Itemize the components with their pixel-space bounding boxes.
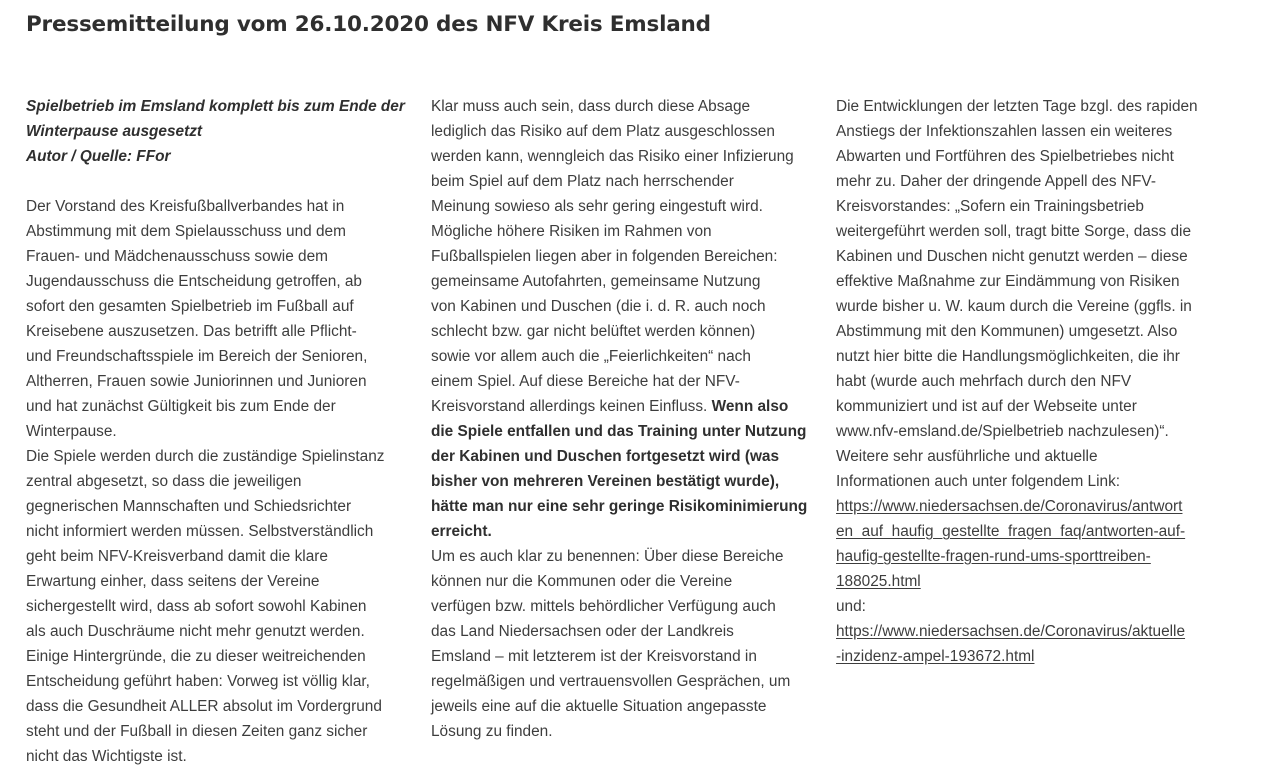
body-text-line: effektive Maßnahme zur Eindämmung von Risiken: [836, 273, 1180, 290]
body-text-line: habt (wurde auch mehrfach durch den NFV: [836, 373, 1132, 390]
body-text-line: gegnerischen Mannschaften und Schiedsrichter: [26, 498, 352, 515]
body-text-line: kommuniziert und ist auf der Webseite unter: [836, 398, 1137, 415]
body-text-line: geht beim NFV-Kreisverband damit die klare: [26, 548, 328, 565]
body-text-line: Weitere sehr ausführliche und aktuelle: [836, 448, 1098, 465]
body-text-line: Abwarten und Fortführen des Spielbetriebes nicht: [836, 148, 1174, 165]
body-text-line: verfügen bzw. mittels behördlicher Verfügung auch: [431, 598, 776, 615]
body-text-line: zentral abgesetzt, so dass die jeweiligen: [26, 473, 302, 490]
article-column-3: [836, 94, 1222, 669]
external-link-line[interactable]: en_auf_haufig_gestellte_fragen_faq/antworten-auf-: [836, 523, 1186, 540]
body-text-line: und Freundschaftsspiele im Bereich der Senioren,: [26, 348, 368, 365]
emphasis-text-line: die Spiele entfallen und das Training unter Nutzung: [431, 423, 807, 440]
body-text-line: werden kann, wenngleich das Risiko einer Infizierung: [431, 148, 794, 165]
body-text-line: nicht das Wichtigste ist.: [26, 748, 187, 765]
body-text-line: Emsland – mit letzterem ist der Kreisvorstand in: [431, 648, 757, 665]
external-link-line[interactable]: https://www.niedersachsen.de/Coronavirus/antwort: [836, 498, 1183, 515]
body-text-line: beim Spiel auf dem Platz nach herrschender: [431, 173, 734, 190]
body-text-line: sowie vor allem auch die „Feierlichkeiten“ nach: [431, 348, 751, 365]
body-text-line: Kreisvorstandes: „Sofern ein Trainingsbetrieb: [836, 198, 1144, 215]
body-text-line: Winterpause.: [26, 423, 117, 440]
body-text-line: Abstimmung mit dem Spielausschuss und dem: [26, 223, 346, 240]
emphasis-text-line: bisher von mehreren Vereinen bestätigt wurde),: [431, 473, 780, 490]
emphasis-text-line: erreicht.: [431, 523, 492, 540]
body-text-line: das Land Niedersachsen oder der Landkreis: [431, 623, 734, 640]
body-text-line: Einige Hintergründe, die zu dieser weitreichenden: [26, 648, 366, 665]
body-text-line: gemeinsame Autofahrten, gemeinsame Nutzung: [431, 273, 761, 290]
external-link-line[interactable]: https://www.niedersachsen.de/Coronavirus/aktuelle: [836, 623, 1186, 640]
article-heading-line: Autor / Quelle: FFor: [26, 148, 171, 165]
body-text-line: sofort den gesamten Spielbetrieb im Fußball auf: [26, 298, 354, 315]
body-text-line: nicht informiert werden müssen. Selbstverständlich: [26, 523, 374, 540]
body-text-segment: Kreisvorstand allerdings keinen Einfluss.: [431, 398, 708, 415]
body-text-line: Abstimmung mit den Kommunen) umgesetzt. Also: [836, 323, 1178, 340]
body-text-line: steht und der Fußball in diesen Zeiten ganz sicher: [26, 723, 368, 740]
body-text-line: lediglich das Risiko auf dem Platz ausgeschlossen: [431, 123, 775, 140]
body-text-line: von Kabinen und Duschen (die i. d. R. auch noch: [431, 298, 766, 315]
article-heading-line: Winterpause ausgesetzt: [26, 123, 203, 140]
body-text-line: [431, 394, 816, 419]
body-text-line: Die Spiele werden durch die zuständige Spielinstanz: [26, 448, 385, 465]
body-text-line: Frauen- und Mädchenausschuss sowie dem: [26, 248, 328, 265]
paragraph-spacer: [26, 169, 410, 194]
body-text-line: und hat zunächst Gültigkeit bis zum Ende der: [26, 398, 336, 415]
emphasis-text-line: der Kabinen und Duschen fortgesetzt wird (was: [431, 448, 780, 465]
body-text-line: Erwartung einher, dass seitens der Vereine: [26, 573, 320, 590]
body-text-line: Der Vorstand des Kreisfußballverbandes hat in: [26, 198, 345, 215]
body-text-line: regelmäßigen und vertrauensvollen Gesprächen, um: [431, 673, 791, 690]
body-text-line: dass die Gesundheit ALLER absolut im Vordergrund: [26, 698, 382, 715]
body-text-line: www.nfv-emsland.de/Spielbetrieb nachzulesen)“.: [836, 423, 1169, 440]
body-text-line: Die Entwicklungen der letzten Tage bzgl. des rapiden: [836, 98, 1198, 115]
body-text-line: mehr zu. Daher der dringende Appell des NFV-: [836, 173, 1156, 190]
body-text-line: Fußballspielen liegen aber in folgenden Bereichen:: [431, 248, 778, 265]
body-text-line: Jugendausschuss die Entscheidung getroffen, ab: [26, 273, 362, 290]
body-text-line: sichergestellt wird, dass ab sofort sowohl Kabinen: [26, 598, 367, 615]
body-text-line: Altherren, Frauen sowie Juniorinnen und Junioren: [26, 373, 367, 390]
body-text-line: Informationen auch unter folgendem Link:: [836, 473, 1121, 490]
body-text-line: Anstiegs der Infektionszahlen lassen ein weiteres: [836, 123, 1173, 140]
body-text-line: weitergeführt werden soll, tragt bitte Sorge, dass die: [836, 223, 1192, 240]
body-text-line: nutzt hier bitte die Handlungsmöglichkeiten, die ihr: [836, 348, 1180, 365]
body-text-line: können nur die Kommunen oder die Vereine: [431, 573, 733, 590]
body-text-line: Kabinen und Duschen nicht genutzt werden – diese: [836, 248, 1188, 265]
body-text-line: Kreisebene auszusetzen. Das betrifft alle Pflicht-: [26, 323, 357, 340]
article-column-1: [26, 94, 410, 769]
external-link-line[interactable]: 188025.html: [836, 573, 921, 590]
article-heading-line: Spielbetrieb im Emsland komplett bis zum Ende der: [26, 98, 405, 115]
body-text-line: Lösung zu finden.: [431, 723, 553, 740]
body-text-line: und:: [836, 598, 866, 615]
body-text-line: Um es auch klar zu benennen: Über diese Bereiche: [431, 548, 784, 565]
body-text-line: als auch Duschräume nicht mehr genutzt werden.: [26, 623, 365, 640]
emphasis-text-segment: Wenn also: [711, 398, 789, 415]
body-text-line: Meinung sowieso als sehr gering eingestuft wird.: [431, 198, 763, 215]
body-text-line: Klar muss auch sein, dass durch diese Absage: [431, 98, 751, 115]
body-text-line: Mögliche höhere Risiken im Rahmen von: [431, 223, 712, 240]
external-link-line[interactable]: -inzidenz-ampel-193672.html: [836, 648, 1035, 665]
body-text-line: einem Spiel. Auf diese Bereiche hat der NFV-: [431, 373, 740, 390]
emphasis-text-line: hätte man nur eine sehr geringe Risikominimierung: [431, 498, 808, 515]
body-text-line: jeweils eine auf die aktuelle Situation angepasste: [431, 698, 767, 715]
external-link-line[interactable]: haufig-gestellte-fragen-rund-ums-sporttreiben-: [836, 548, 1151, 565]
page-title: Pressemitteilung vom 26.10.2020 des NFV Kreis Emsland: [26, 12, 711, 37]
article-column-2: [431, 94, 816, 744]
body-text-line: wurde bisher u. W. kaum durch die Vereine (ggfls. in: [836, 298, 1192, 315]
body-text-line: Entscheidung geführt haben: Vorweg ist völlig klar,: [26, 673, 370, 690]
body-text-line: schlecht bzw. gar nicht belüftet werden können): [431, 323, 756, 340]
